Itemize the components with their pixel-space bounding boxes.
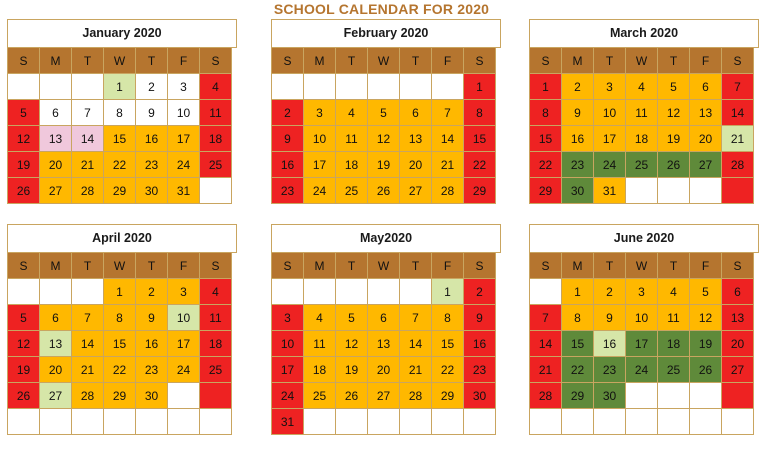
weekday-header: F	[690, 253, 722, 279]
weekday-header: T	[136, 253, 168, 279]
day-cell: 23	[562, 152, 594, 178]
day-cell: 7	[432, 100, 464, 126]
day-cell: 5	[8, 305, 40, 331]
empty-day-cell	[72, 409, 104, 435]
month-grid	[272, 253, 501, 435]
day-cell: 8	[562, 305, 594, 331]
weekday-header: W	[104, 253, 136, 279]
day-cell: 11	[200, 100, 232, 126]
day-cell: 3	[272, 305, 304, 331]
day-cell: 1	[562, 279, 594, 305]
day-cell: 29	[464, 178, 496, 204]
day-cell: 27	[722, 357, 754, 383]
weekday-header: T	[594, 48, 626, 74]
day-cell: 31	[272, 409, 304, 435]
day-cell: 28	[530, 383, 562, 409]
day-cell: 24	[594, 152, 626, 178]
day-cell: 3	[594, 74, 626, 100]
empty-day-cell	[368, 74, 400, 100]
day-cell: 16	[562, 126, 594, 152]
empty-day-cell	[432, 409, 464, 435]
day-cell: 1	[464, 74, 496, 100]
month-grid	[272, 48, 501, 204]
day-cell: 29	[432, 383, 464, 409]
day-cell: 5	[336, 305, 368, 331]
empty-day-cell	[304, 74, 336, 100]
day-cell: 23	[136, 152, 168, 178]
empty-day-cell	[594, 409, 626, 435]
day-cell: 20	[40, 152, 72, 178]
day-cell: 30	[136, 178, 168, 204]
day-cell: 19	[8, 357, 40, 383]
weekday-header: T	[72, 253, 104, 279]
day-cell: 15	[104, 331, 136, 357]
empty-day-cell	[400, 409, 432, 435]
day-cell: 24	[272, 383, 304, 409]
day-cell: 26	[8, 178, 40, 204]
day-cell: 4	[626, 74, 658, 100]
empty-day-cell	[690, 178, 722, 204]
day-cell: 25	[304, 383, 336, 409]
day-cell: 12	[8, 331, 40, 357]
empty-day-cell	[336, 279, 368, 305]
day-cell: 31	[594, 178, 626, 204]
day-cell: 14	[722, 100, 754, 126]
day-cell: 25	[200, 152, 232, 178]
day-cell: 19	[336, 357, 368, 383]
weekday-header: T	[658, 48, 690, 74]
day-cell: 30	[562, 178, 594, 204]
day-cell: 25	[626, 152, 658, 178]
day-cell: 4	[336, 100, 368, 126]
month-march	[529, 19, 759, 204]
weekday-header: S	[464, 48, 496, 74]
weekday-header: S	[8, 48, 40, 74]
weekday-header: F	[690, 48, 722, 74]
weekday-header: F	[168, 253, 200, 279]
weekday-header: S	[8, 253, 40, 279]
day-cell: 8	[432, 305, 464, 331]
day-cell: 1	[530, 74, 562, 100]
day-cell: 17	[272, 357, 304, 383]
day-cell: 24	[168, 357, 200, 383]
day-cell: 28	[432, 178, 464, 204]
day-cell: 5	[8, 100, 40, 126]
day-cell: 24	[304, 178, 336, 204]
weekday-header: T	[336, 48, 368, 74]
day-cell: 17	[626, 331, 658, 357]
empty-day-cell	[722, 383, 754, 409]
day-cell: 14	[530, 331, 562, 357]
day-cell: 28	[72, 383, 104, 409]
empty-day-cell	[626, 383, 658, 409]
day-cell: 7	[400, 305, 432, 331]
empty-day-cell	[40, 409, 72, 435]
day-cell: 17	[304, 152, 336, 178]
day-cell: 20	[400, 152, 432, 178]
empty-day-cell	[304, 409, 336, 435]
empty-day-cell	[530, 409, 562, 435]
day-cell: 22	[104, 152, 136, 178]
day-cell: 6	[400, 100, 432, 126]
month-grid	[8, 48, 237, 204]
day-cell: 12	[690, 305, 722, 331]
day-cell: 4	[304, 305, 336, 331]
weekday-header: S	[200, 48, 232, 74]
day-cell: 3	[168, 74, 200, 100]
empty-day-cell	[400, 279, 432, 305]
day-cell: 24	[168, 152, 200, 178]
day-cell: 5	[368, 100, 400, 126]
day-cell: 5	[658, 74, 690, 100]
day-cell: 22	[562, 357, 594, 383]
empty-day-cell	[136, 409, 168, 435]
day-cell: 15	[432, 331, 464, 357]
month-grid	[530, 48, 759, 204]
day-cell: 19	[368, 152, 400, 178]
weekday-header: S	[272, 253, 304, 279]
day-cell: 31	[168, 178, 200, 204]
day-cell: 26	[336, 383, 368, 409]
day-cell: 8	[104, 305, 136, 331]
empty-day-cell	[8, 74, 40, 100]
day-cell: 8	[104, 100, 136, 126]
day-cell: 4	[200, 74, 232, 100]
day-cell: 11	[200, 305, 232, 331]
day-cell: 10	[304, 126, 336, 152]
month-title: April 2020	[8, 225, 237, 253]
empty-day-cell	[722, 409, 754, 435]
day-cell: 6	[40, 100, 72, 126]
empty-day-cell	[72, 74, 104, 100]
day-cell: 21	[400, 357, 432, 383]
day-cell: 11	[304, 331, 336, 357]
empty-day-cell	[562, 409, 594, 435]
weekday-header: F	[432, 48, 464, 74]
month-may	[271, 224, 501, 435]
day-cell: 22	[530, 152, 562, 178]
day-cell: 20	[368, 357, 400, 383]
day-cell: 12	[658, 100, 690, 126]
month-grid	[8, 253, 237, 435]
day-cell: 25	[658, 357, 690, 383]
day-cell: 11	[626, 100, 658, 126]
day-cell: 30	[136, 383, 168, 409]
empty-day-cell	[432, 74, 464, 100]
day-cell: 13	[690, 100, 722, 126]
day-cell: 12	[336, 331, 368, 357]
weekday-header: T	[400, 253, 432, 279]
empty-day-cell	[400, 74, 432, 100]
day-cell: 19	[8, 152, 40, 178]
weekday-header: S	[272, 48, 304, 74]
day-cell: 10	[168, 305, 200, 331]
day-cell: 17	[594, 126, 626, 152]
empty-day-cell	[72, 279, 104, 305]
day-cell: 19	[658, 126, 690, 152]
day-cell: 13	[368, 331, 400, 357]
weekday-header: T	[136, 48, 168, 74]
day-cell: 2	[562, 74, 594, 100]
day-cell: 4	[658, 279, 690, 305]
day-cell: 7	[722, 74, 754, 100]
day-cell: 3	[168, 279, 200, 305]
day-cell: 14	[72, 331, 104, 357]
day-cell: 6	[690, 74, 722, 100]
day-cell: 26	[368, 178, 400, 204]
empty-day-cell	[658, 178, 690, 204]
day-cell: 8	[464, 100, 496, 126]
day-cell: 26	[690, 357, 722, 383]
month-grid	[530, 253, 759, 435]
day-cell: 3	[304, 100, 336, 126]
month-january	[7, 19, 237, 204]
day-cell: 26	[658, 152, 690, 178]
day-cell: 20	[690, 126, 722, 152]
day-cell: 9	[562, 100, 594, 126]
day-cell: 16	[136, 331, 168, 357]
day-cell: 10	[626, 305, 658, 331]
month-title: January 2020	[8, 20, 237, 48]
month-february	[271, 19, 501, 204]
month-june	[529, 224, 759, 435]
day-cell: 30	[464, 383, 496, 409]
weekday-header: T	[336, 253, 368, 279]
empty-day-cell	[464, 409, 496, 435]
day-cell: 11	[658, 305, 690, 331]
day-cell: 9	[464, 305, 496, 331]
day-cell: 15	[562, 331, 594, 357]
weekday-header: W	[368, 48, 400, 74]
empty-day-cell	[530, 279, 562, 305]
empty-day-cell	[626, 409, 658, 435]
day-cell: 16	[272, 152, 304, 178]
day-cell: 29	[104, 178, 136, 204]
day-cell: 1	[104, 74, 136, 100]
weekday-header: S	[722, 48, 754, 74]
empty-day-cell	[336, 409, 368, 435]
day-cell: 7	[72, 305, 104, 331]
day-cell: 13	[40, 126, 72, 152]
month-title: March 2020	[530, 20, 759, 48]
day-cell: 14	[72, 126, 104, 152]
empty-day-cell	[8, 409, 40, 435]
day-cell: 23	[136, 357, 168, 383]
weekday-header: S	[200, 253, 232, 279]
day-cell: 29	[104, 383, 136, 409]
day-cell: 29	[562, 383, 594, 409]
day-cell: 16	[594, 331, 626, 357]
empty-day-cell	[272, 279, 304, 305]
empty-day-cell	[336, 74, 368, 100]
day-cell: 9	[136, 305, 168, 331]
day-cell: 10	[272, 331, 304, 357]
empty-day-cell	[200, 383, 232, 409]
month-title: May2020	[272, 225, 501, 253]
weekday-header: T	[658, 253, 690, 279]
empty-day-cell	[8, 279, 40, 305]
weekday-header: W	[626, 253, 658, 279]
weekday-header: F	[432, 253, 464, 279]
day-cell: 26	[8, 383, 40, 409]
weekday-header: S	[464, 253, 496, 279]
weekday-header: M	[562, 253, 594, 279]
day-cell: 2	[272, 100, 304, 126]
day-cell: 27	[690, 152, 722, 178]
day-cell: 22	[432, 357, 464, 383]
day-cell: 18	[200, 126, 232, 152]
day-cell: 18	[200, 331, 232, 357]
empty-day-cell	[200, 409, 232, 435]
empty-day-cell	[658, 409, 690, 435]
day-cell: 18	[626, 126, 658, 152]
weekday-header: M	[40, 253, 72, 279]
weekday-header: W	[368, 253, 400, 279]
day-cell: 21	[72, 357, 104, 383]
weekday-header: W	[626, 48, 658, 74]
day-cell: 16	[136, 126, 168, 152]
day-cell: 5	[690, 279, 722, 305]
weekday-header: S	[722, 253, 754, 279]
weekday-header: M	[40, 48, 72, 74]
day-cell: 11	[336, 126, 368, 152]
day-cell: 14	[432, 126, 464, 152]
weekday-header: M	[304, 253, 336, 279]
day-cell: 7	[530, 305, 562, 331]
day-cell: 29	[530, 178, 562, 204]
day-cell: 21	[432, 152, 464, 178]
empty-day-cell	[40, 74, 72, 100]
month-april	[7, 224, 237, 435]
day-cell: 21	[72, 152, 104, 178]
weekday-header: S	[530, 48, 562, 74]
day-cell: 18	[658, 331, 690, 357]
day-cell: 7	[72, 100, 104, 126]
month-title: February 2020	[272, 20, 501, 48]
empty-day-cell	[690, 409, 722, 435]
day-cell: 27	[40, 383, 72, 409]
weekday-header: M	[304, 48, 336, 74]
empty-day-cell	[368, 279, 400, 305]
day-cell: 20	[40, 357, 72, 383]
day-cell: 9	[272, 126, 304, 152]
day-cell: 9	[136, 100, 168, 126]
weekday-header: T	[400, 48, 432, 74]
day-cell: 12	[368, 126, 400, 152]
day-cell: 1	[432, 279, 464, 305]
empty-day-cell	[168, 383, 200, 409]
day-cell: 30	[594, 383, 626, 409]
day-cell: 16	[464, 331, 496, 357]
day-cell: 12	[8, 126, 40, 152]
day-cell: 23	[594, 357, 626, 383]
weekday-header: T	[594, 253, 626, 279]
day-cell: 23	[464, 357, 496, 383]
empty-day-cell	[168, 409, 200, 435]
empty-day-cell	[658, 383, 690, 409]
empty-day-cell	[200, 178, 232, 204]
day-cell: 13	[400, 126, 432, 152]
day-cell: 17	[168, 126, 200, 152]
day-cell: 27	[40, 178, 72, 204]
empty-day-cell	[40, 279, 72, 305]
day-cell: 2	[136, 279, 168, 305]
empty-day-cell	[722, 178, 754, 204]
day-cell: 21	[722, 126, 754, 152]
day-cell: 6	[368, 305, 400, 331]
empty-day-cell	[368, 409, 400, 435]
day-cell: 13	[40, 331, 72, 357]
day-cell: 6	[722, 279, 754, 305]
weekday-header: W	[104, 48, 136, 74]
day-cell: 19	[690, 331, 722, 357]
day-cell: 15	[464, 126, 496, 152]
weekday-header: S	[530, 253, 562, 279]
day-cell: 17	[168, 331, 200, 357]
day-cell: 10	[168, 100, 200, 126]
day-cell: 3	[626, 279, 658, 305]
day-cell: 24	[626, 357, 658, 383]
empty-day-cell	[626, 178, 658, 204]
day-cell: 4	[200, 279, 232, 305]
day-cell: 23	[272, 178, 304, 204]
day-cell: 15	[104, 126, 136, 152]
day-cell: 27	[368, 383, 400, 409]
day-cell: 21	[530, 357, 562, 383]
month-title: June 2020	[530, 225, 759, 253]
weekday-header: F	[168, 48, 200, 74]
day-cell: 2	[464, 279, 496, 305]
day-cell: 22	[464, 152, 496, 178]
empty-day-cell	[304, 279, 336, 305]
empty-day-cell	[690, 383, 722, 409]
day-cell: 28	[400, 383, 432, 409]
weekday-header: M	[562, 48, 594, 74]
day-cell: 28	[722, 152, 754, 178]
day-cell: 2	[136, 74, 168, 100]
day-cell: 6	[40, 305, 72, 331]
day-cell: 13	[722, 305, 754, 331]
weekday-header: T	[72, 48, 104, 74]
day-cell: 18	[304, 357, 336, 383]
empty-day-cell	[104, 409, 136, 435]
day-cell: 27	[400, 178, 432, 204]
day-cell: 2	[594, 279, 626, 305]
day-cell: 25	[200, 357, 232, 383]
day-cell: 10	[594, 100, 626, 126]
day-cell: 1	[104, 279, 136, 305]
day-cell: 15	[530, 126, 562, 152]
empty-day-cell	[272, 74, 304, 100]
day-cell: 9	[594, 305, 626, 331]
day-cell: 28	[72, 178, 104, 204]
day-cell: 25	[336, 178, 368, 204]
calendar-title: SCHOOL CALENDAR FOR 2020	[273, 1, 490, 17]
day-cell: 8	[530, 100, 562, 126]
day-cell: 18	[336, 152, 368, 178]
day-cell: 20	[722, 331, 754, 357]
day-cell: 22	[104, 357, 136, 383]
day-cell: 14	[400, 331, 432, 357]
